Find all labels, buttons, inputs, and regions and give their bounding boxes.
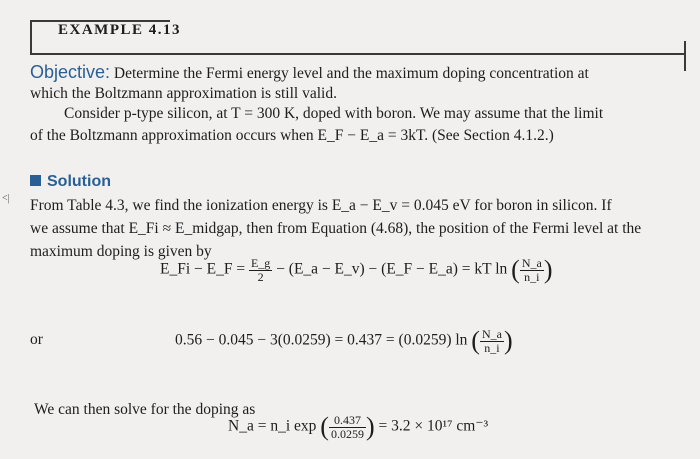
- objective-line-3: Consider p-type silicon, at T = 300 K, doped with boron. We may assume that the limit: [64, 105, 604, 122]
- solution-label: Solution: [47, 173, 111, 190]
- objective-line-1: [30, 62, 589, 84]
- equation-1: E_Fi − E_F = $\frac{E\_g}{2}$ − (E_a − E_v) − (E_F − E_a) = kT ln ( $\frac{N\_a}{n\_i}$ ): [160, 255, 553, 284]
- example-rule-tick: [684, 41, 686, 71]
- eq1-mid: − (E_a − E_v) − (E_F − E_a) = kT ln: [276, 260, 508, 278]
- or-text: or: [30, 331, 43, 348]
- solve-line: We can then solve for the doping as: [34, 401, 256, 418]
- objective-line-4: of the Boltzmann approximation occurs when E_F − E_a = 3kT. (See Section 4.1.2.): [30, 127, 554, 144]
- solution-square-icon: [30, 175, 41, 186]
- eq1-ln-den: n_i: [524, 269, 540, 284]
- objective-label: Objective:: [30, 62, 111, 82]
- eq3-num: 0.437: [329, 414, 366, 428]
- eq2-text: 0.56 − 0.045 − 3(0.0259) = 0.437 = (0.0259) ln: [175, 331, 468, 349]
- example-frame-left: [30, 20, 32, 54]
- eq2-ln-fraction: [480, 328, 504, 355]
- eq3-den: 0.0259: [330, 426, 364, 441]
- solution-line-3: maximum doping is given by: [30, 243, 212, 260]
- eq3-fraction: [329, 414, 366, 441]
- solution-line-2: we assume that E_Fi ≈ E_midgap, then from Equation (4.68), the position of the Fermi level at the: [30, 220, 642, 237]
- eq1-ln-num: N_a: [521, 255, 542, 270]
- eq2-ln-den: n_i: [484, 340, 500, 355]
- solution-heading: [30, 173, 111, 191]
- objective-line-2: which the Boltzmann approximation is still valid.: [30, 85, 337, 102]
- example-title: EXAMPLE 4.13: [58, 22, 181, 38]
- eq2-ln-num: N_a: [481, 326, 502, 341]
- equation-2: 0.56 − 0.045 − 3(0.0259) = 0.437 = (0.0259) ln ( $\frac{N\_a}{n\_i}$ ): [175, 326, 513, 355]
- eq1-ln-fraction: [520, 257, 544, 284]
- eq1-lhs: E_Fi − E_F =: [160, 260, 246, 278]
- solution-line-1: From Table 4.3, we find the ionization energy is E_a − E_v = 0.045 eV for boron in silicon. If: [30, 197, 612, 214]
- eq1-frac-num: E_g: [250, 255, 271, 270]
- equation-3: N_a = n_i exp ( $\frac{0.437}{0.0259}$ ) = 3.2 × 10¹⁷ cm⁻³: [228, 412, 489, 441]
- objective-text-1: Determine the Fermi energy level and the maximum doping concentration at: [113, 65, 589, 82]
- eq1-fraction: [249, 257, 272, 284]
- eq3-rhs: = 3.2 × 10¹⁷ cm⁻³: [378, 417, 489, 435]
- eq1-frac-den: 2: [257, 269, 264, 284]
- margin-mark: <|: [2, 193, 10, 204]
- eq3-lhs: N_a = n_i exp: [228, 417, 317, 435]
- example-rule: [30, 53, 686, 55]
